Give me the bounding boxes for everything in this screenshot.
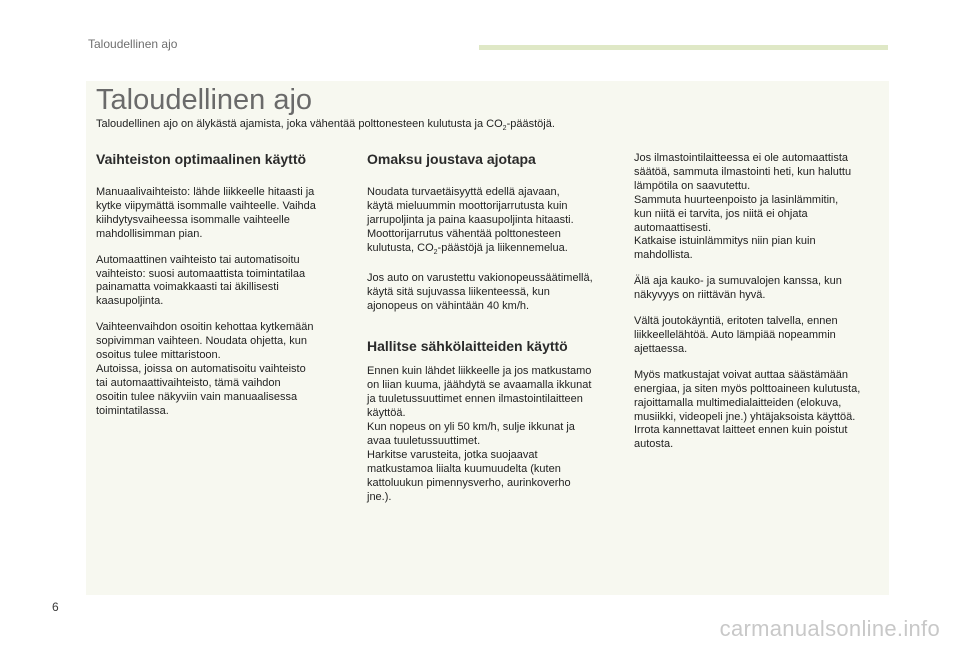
section-heading-gearbox: Vaihteiston optimaalinen käyttö (96, 151, 307, 167)
paragraph-lights: Älä aja kauko- ja sumuvalojen kanssa, kun näkyvyys on riittävän hyvä. (634, 275, 842, 302)
intro-co2-subscript: 2 (502, 125, 507, 133)
paragraph-manual-gearbox: Manuaalivaihteisto: lähde liikkeelle hitaasti ja kytke viipymättä isommalle vaihteelle. Vaihda kiihdytysvaiheessa isommalle vaihteelle mahdollisimman pian. (96, 186, 316, 240)
intro-text-before: Taloudellinen ajo on älykästä ajamista, joka vähentää polttonesteen kulutusta ja CO (96, 118, 503, 130)
column-3 (634, 152, 889, 464)
page-number: 6 (52, 600, 59, 614)
intro-text-after: -päästöjä. (506, 118, 555, 130)
watermark: carmanualsonline.info (719, 616, 940, 641)
paragraph-gear-shift-indicator: Vaihteenvaihdon osoitin kehottaa kytkemään sopivimman vaihteen. Noudata ohjetta, kun osoitus tulee mittaristoon. Autoissa, joissa on automatisoitu vaihteisto tai automaattivaihteisto, tämä vaihdon osoitin tulee näkyviin vain manuaalisessa toimintatilassa. (96, 321, 314, 417)
paragraph-engine-braking (367, 186, 625, 260)
paragraph-air-conditioning: Jos ilmastointilaitteessa ei ole automaattista säätöä, sammuta ilmastointi heti, kun haluttu lämpötila on saavutettu. Sammuta huurteenpoisto ja lasinlämmitin, kun niitä ei tarvita, jos niitä ei ohjata automaattisesti. Katkaise istuinlämmitys niin pian kuin mahdollista. (634, 152, 852, 262)
section-heading-driving-style: Omaksu joustava ajotapa (367, 151, 536, 167)
running-header-title: Taloudellinen ajo (88, 37, 178, 51)
page-title: Taloudellinen ajo (96, 84, 313, 116)
paragraph-passengers-multimedia: Myös matkustajat voivat auttaa säästämään energiaa, ja siten myös polttoaineen kulutusta, rajoittamalla multimedialaitteiden (elokuva, musiikki, videopeli jne.) yhtäjaksoista käyttöä. Irrota kannettavat laitteet ennen kuin poistut autosta. (634, 368, 861, 451)
engine-braking-text-before: Noudata turvaetäisyyttä edellä ajavaan, käytä mieluummin moottorijarrutusta kuin jarrupoljinta ja paina kaasupoljinta hitaasti. Moottorijarrutus vähentää polttonesteen kulutusta, CO (367, 186, 574, 254)
engine-braking-text-after: -päästöjä ja liikennemelua. (437, 241, 568, 254)
engine-braking-co2-subscript: 2 (433, 248, 438, 256)
paragraph-idling: Vältä joutokäyntiä, eritoten talvella, ennen liikkeellelähtöä. Auto lämpiää nopeammin ajettaessa. (634, 315, 838, 355)
column-2 (367, 150, 625, 517)
paragraph-automatic-gearbox: Automaattinen vaihteisto tai automatisoitu vaihteisto: suosi automaattista toimintatilaa painamatta voimakkaasti tai äkillisesti kaasupoljinta. (96, 253, 306, 308)
intro-text (96, 118, 555, 132)
paragraph-cruise-control: Jos auto on varustettu vakionopeussäätimellä, käytä sitä sujuvassa liikenteessä, kun ajonopeus on vähintään 40 km/h. (367, 271, 593, 312)
section-heading-electrical-equipment: Hallitse sähkölaitteiden käyttö (367, 338, 568, 355)
column-1 (96, 150, 351, 431)
paragraph-ventilation: Ennen kuin lähdet liikkeelle ja jos matkustamo on liian kuuma, jäähdytä se avaamalla ikkunat ja tuuletussuuttimet ennen ilmastointilaitteen käyttöä. Kun nopeus on yli 50 km/h, sulje ikkunat ja avaa tuuletussuuttimet. Harkitse varusteita, jotka suojaavat matkustamoa liialta kuumuudelta (kuten kattoluukun pimennysverho, aurinkoverho jne.). (367, 365, 592, 503)
header-accent-bar (479, 45, 888, 50)
